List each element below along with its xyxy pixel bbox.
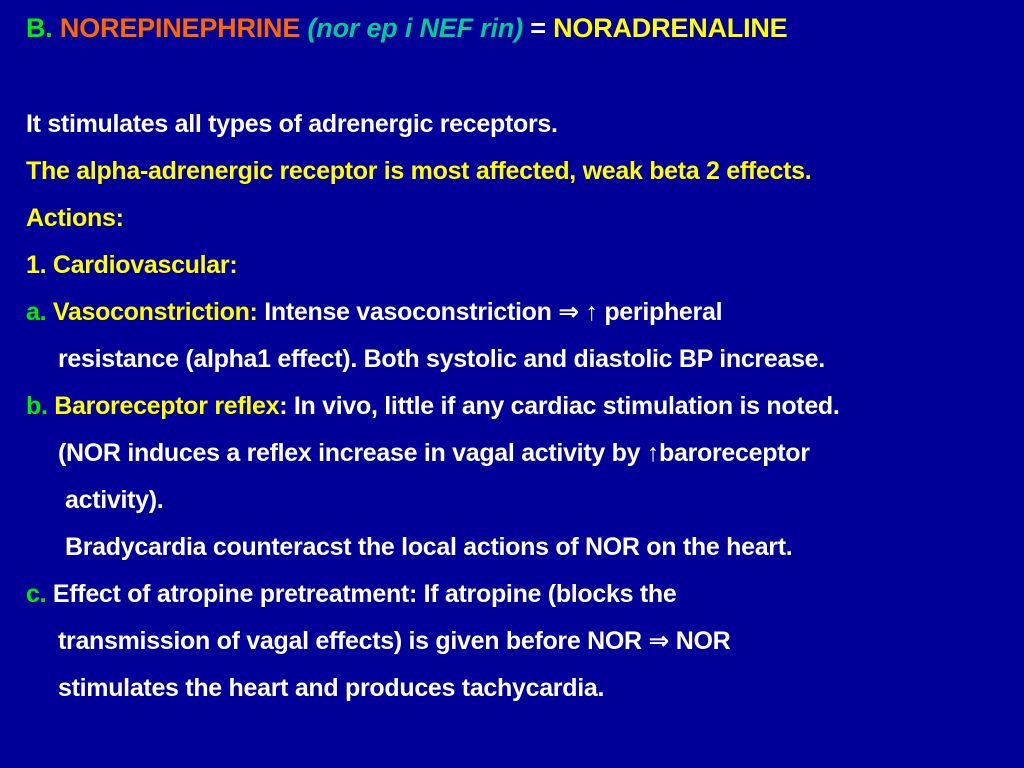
item-c-line-3: stimulates the heart and produces tachycardia.	[58, 674, 605, 702]
line-cardiovascular-heading: 1. Cardiovascular:	[26, 251, 238, 279]
line-alpha-receptor: The alpha-adrenergic receptor is most affected, weak beta 2 effects.	[26, 157, 812, 185]
title-drug-name: NOREPINEPHRINE	[59, 13, 301, 43]
title-pronunciation: (nor ep i NEF rin)	[307, 13, 523, 43]
title-equals: =	[530, 13, 546, 43]
item-b-heading: Baroreceptor reflex	[54, 392, 280, 420]
item-c-line-2: transmission of vagal effects) is given before NOR ⇒ NOR	[58, 627, 731, 655]
item-a-heading: Vasoconstriction:	[52, 298, 258, 326]
title-letter: B.	[26, 13, 53, 43]
item-b-line-3: activity).	[65, 486, 164, 514]
line-receptors: It stimulates all types of adrenergic receptors.	[26, 110, 558, 138]
slide-title	[26, 10, 788, 46]
item-a-marker: a.	[26, 298, 47, 326]
title-synonym: NORADRENALINE	[553, 13, 788, 43]
item-c-marker: c.	[26, 580, 47, 608]
item-c-line-1	[26, 577, 676, 611]
item-a-line-1	[26, 295, 722, 329]
line-actions-heading: Actions:	[26, 204, 124, 232]
item-b-line-1	[26, 389, 840, 423]
item-a-text: Intense vasoconstriction ⇒ ↑ peripheral	[264, 298, 723, 326]
item-c-text: Effect of atropine pretreatment: If atropine (blocks the	[52, 580, 677, 608]
item-a-line-2: resistance (alpha1 effect). Both systolic and diastolic BP increase.	[58, 345, 825, 373]
item-b-line-4: Bradycardia counteracst the local actions of NOR on the heart.	[65, 533, 793, 561]
item-b-marker: b.	[26, 392, 48, 420]
item-b-line-2: (NOR induces a reflex increase in vagal activity by ↑baroreceptor	[58, 439, 810, 467]
item-b-text: : In vivo, little if any cardiac stimulation is noted.	[279, 392, 840, 420]
